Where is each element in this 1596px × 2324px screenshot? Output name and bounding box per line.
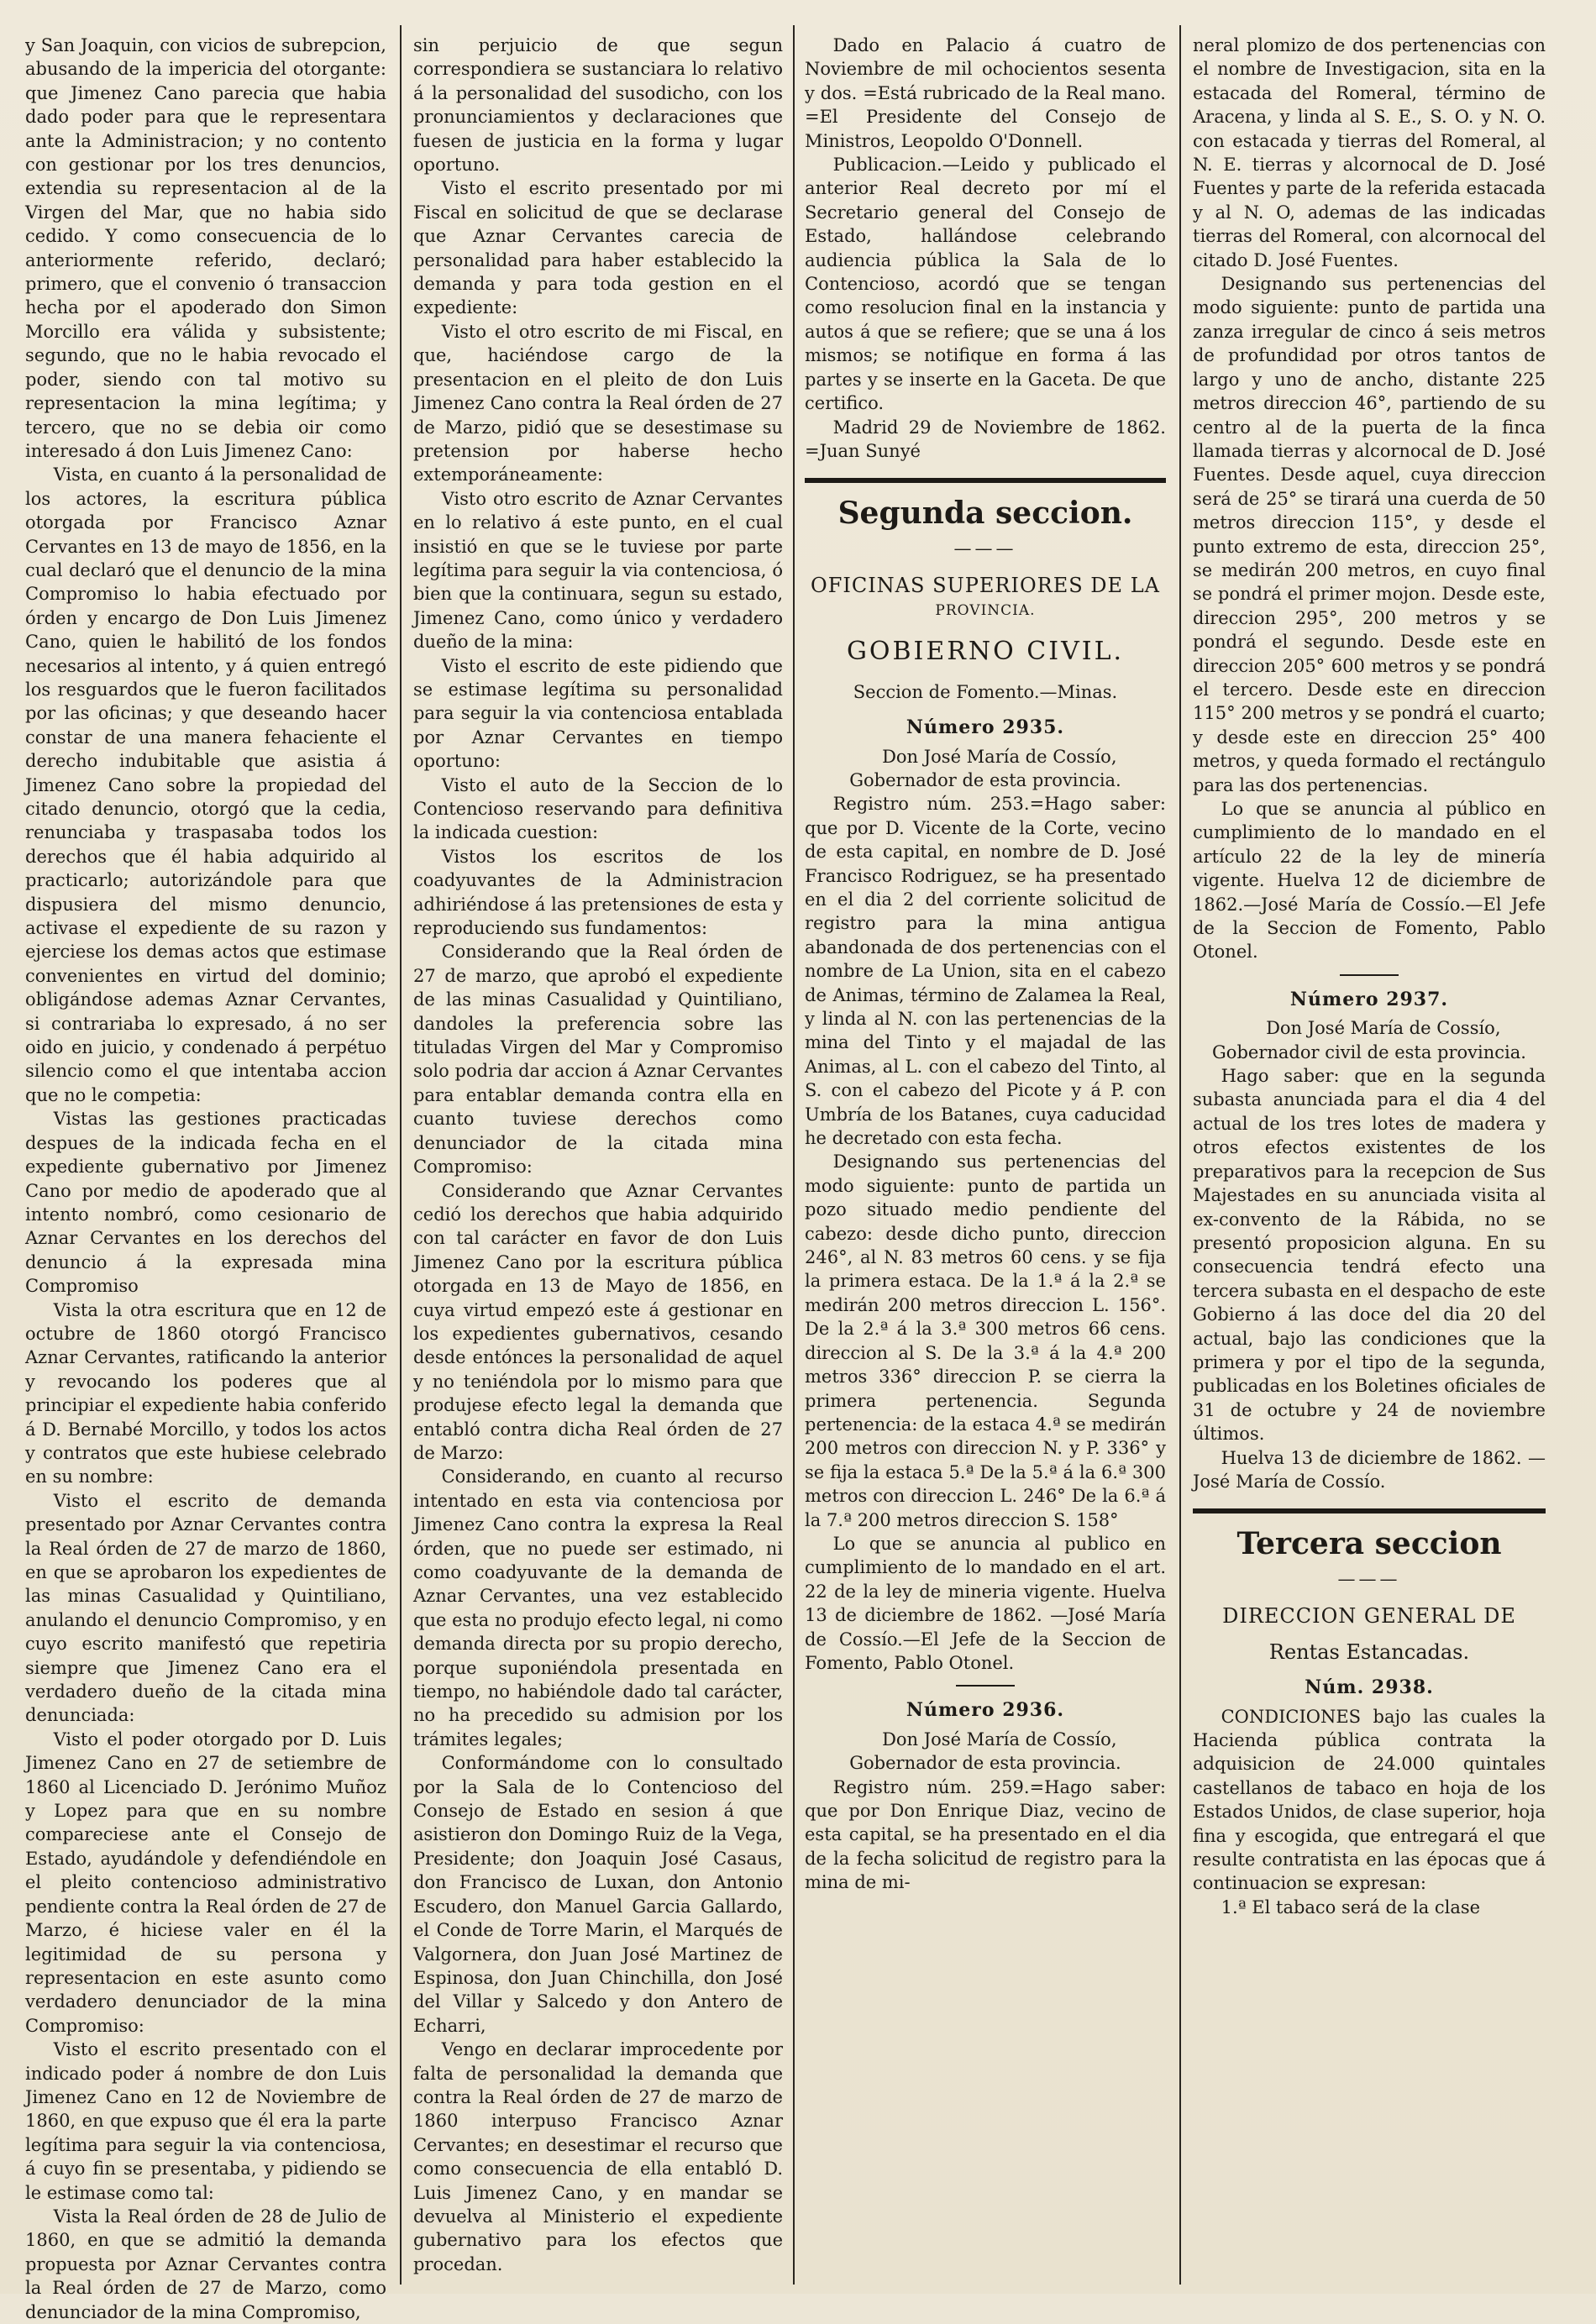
paragraph: Designando sus pertenencias del modo siguiente: punto de partida un pozo situado medio pendiente del cabezo: desde dicho punto, direccion 246°, al N. 83 metros 60 cens. y se fija la primera estaca. De la 1.ª á la 2.ª se medirán 200 metros direccion L. 156°. De la 2.ª á la 3.ª 300 metros 66 cens. direccion al S. De la 3.ª á la 4.ª 200 metros 336° direccion P. se cierra la primera pertenencia. Segunda pertenencia: de la estaca 4.ª se medirán 200 metros con direccion N. y P. 336° y se fija la estaca 5.ª De la 5.ª á la 6.ª 300 metros con direccion L. 246° De la 6.ª á la 7.ª 200 metros direccion S. 158° (805, 1152, 1166, 1530)
seccion-heading: Seccion de Fomento.—Minas. (853, 681, 1118, 702)
paragraph: Hago saber: que en la segunda subasta anunciada para el dia 4 del actual de los tres lotes de madera y otros efectos existentes de los preparativos para la recepcion de Sus Majestades en su anunciada visita al ex-convento de la Rábida, no se presentó proposicion alguna. En su consecuencia tendrá efecto una tercera subasta en el despacho de este Gobierno á las doce del dia 20 del actual, bajo las condiciones que la primera y por el tipo de la segunda, publicadas en los Boletines oficiales de 31 de octubre y 24 de noviembre últimos. (1193, 1066, 1546, 1445)
column-divider (400, 25, 402, 2285)
paragraph: sin perjuicio de que segun correspondiera se sustanciara lo relativo á la personalidad del susodicho, con los pronunciamientos y declaraciones que fuesen de justicia en la forma y lugar oportuno. (413, 35, 783, 176)
direccion-heading: DIRECCION GENERAL DE (1222, 1603, 1516, 1628)
paragraph: y San Joaquin, con vicios de subrepcion, abusando de la impericia del otorgante: que Jimenez Cano parecia que habia dado poder para que le representara ante la Administracion; y no contento con gestionar por los tres denuncios, extendia su representacion al de la Virgen del Mar, que no habia sido cedido. Y como consecuencia de lo anteriormente referido, declaró; primero, que el convenio ó transaccion hecha por el apoderado don Simon Morcillo era válida y subsistente; segundo, que no le habia revocado el poder, siendo con tal motivo su representacion la mina legítima; y tercero, que no se debia oir como interesado á don Luis Jimenez Cano: (25, 35, 386, 461)
paragraph: Visto el escrito presentado con el indicado poder á nombre de don Luis Jimenez Cano en 12 de Noviembre de 1860, en que expuso que él era la parte legítima para seguir la via contenciosa, á cuyo fin se presentaba, y pidiendo se le estimase como tal: (25, 2039, 386, 2203)
separator: ——— (1337, 1569, 1401, 1590)
paragraph: Visto el poder otorgado por D. Luis Jimenez Cano en 27 de setiembre de 1860 al Licenciado D. Jerónimo Muñoz y Lopez para que en su nombre compareciese ante el Consejo de Estado, ayudándole y defendiéndole en el pleito contencioso administrativo pendiente contra la Real órden de 27 de Marzo, é hiciese valer en él la legitimidad de su persona y representacion en este asunto como verdadero denunciador de la mina Compromiso: (25, 1729, 386, 2036)
notice-number: Núm. 2938. (1305, 1676, 1434, 1699)
paragraph: Visto el escrito de este pidiendo que se estimase legítima su personalidad para seguir la via contenciosa entablada por Aznar Cervantes en tiempo oportuno: (413, 655, 783, 772)
paragraph: Visto otro escrito de Aznar Cervantes en lo relativo á este punto, en el cual insistió en que se le tuviese por parte legítima para seguir la via contenciosa, ó bien que la continuara, segun su estado, Jimenez Cano, como único y verdadero dueño de la mina: (413, 488, 783, 653)
office-subtitle: PROVINCIA. (935, 601, 1036, 619)
notice-number: Número 2935. (906, 716, 1065, 739)
column-divider (1179, 25, 1181, 2285)
paragraph: Vista, en cuanto á la personalidad de los actores, la escritura pública otorgada por Francisco Aznar Cervantes en 13 de mayo de 1856, en la cual declaró que el denuncio de la mina Compromiso lo habia efectuado por órden y encargo de Don Luis Jimenez Cano, quien le habilitó de los fondos necesarios al intento, y á quien entregó los resguardos que le fueron facilitados por las oficinas; y que deseando hacer constar de una manera fehaciente el derecho indubitable que asistia á Jimenez Cano sobre la propiedad del citado denuncio, otorgó que la cedia, renunciaba y traspasaba todos los derechos que él habia adquirido al practicarlo; autorizándole para que dispusiera del mismo denuncio, activase el expediente de su razon y ejerciese los demas actos que estimase convenientes en virtud del dominio; obligándose ademas Aznar Cervantes, si contrariaba lo expresado, á no ser oido en juicio, y condenado á perpétuo silencio como el que intentaba accion que no le competia: (25, 464, 386, 1105)
office-heading (805, 573, 1166, 623)
notice-number: Número 2936. (906, 1699, 1065, 1722)
paragraph: Considerando, en cuanto al recurso intentado en esta via contenciosa por Jimenez Cano contra la expresa la Real órden, que no puede ser estimado, ni como coadyuvante de la demanda de Aznar Cervantes, una vez establecido que esta no produjo efecto legal, ni como demanda directa por su propio derecho, porque suponiéndola presentada en tiempo, no habiéndole dado tal carácter, no ha precedido su admision por los trámites legales; (413, 1466, 783, 1750)
paragraph: Vistas las gestiones practicadas despues de la indicada fecha en el expediente gubernativo por Jimenez Cano por medio de apoderado que al intento nombró, como cesionario de Aznar Cervantes en los derechos del denuncio á la expresada mina Compromiso (25, 1109, 386, 1297)
short-rule (1340, 974, 1399, 976)
paragraph: Visto el escrito de demanda presentado por Aznar Cervantes contra la Real órden de 27 de marzo de 1860, en que se aprobaron los expedientes de las minas Casualidad y Quintiliano, anulando el denuncio Compromiso, y en cuyo escrito manifestó que repetiria siempre que Jimenez Cano era el verdadero dueño de la citada mina denunciada: (25, 1490, 386, 1726)
short-rule (956, 1685, 1015, 1687)
rentas-heading: Rentas Estancadas. (1268, 1639, 1470, 1664)
paragraph: Dado en Palacio á cuatro de Noviembre de mil ochocientos sesenta y dos. =Está rubricado de la Real mano. =El Presidente del Consejo de Ministros, Leopoldo O'Donnell. (805, 35, 1166, 151)
section-title: Segunda seccion. (837, 496, 1133, 532)
column-3 (805, 34, 1166, 2285)
paragraph: Lo que se anuncia al publico en cumplimiento de lo mandado en el art. 22 de la ley de mineria vigente. Huelva 13 de diciembre de 1862. —José María de Cossío.—El Jefe de la Seccion de Fomento, Pablo Otonel. (805, 1533, 1166, 1673)
paragraph: Registro núm. 253.=Hago saber: que por D. Vicente de la Corte, vecino de esta capital, en nombre de D. José Francisco Rodriguez, se ha presentado en el dia 2 del corriente solicitud de registro para la mina antigua abandonada de dos pertenencias con el nombre de La Union, sita en el cabezo de Animas, término de Zalamea la Real, y linda al N. con las pertenencias de la mina del Tinto y el majadal de las Animas, al L. con el cabezo del Tinto, al S. con el cabezo del Picote y á P. con Umbría de los Batanes, cuya caducidad he decretado con esta fecha. (805, 794, 1166, 1149)
column-4 (1193, 34, 1546, 2285)
paragraph: 1.ª El tabaco será de la clase (1221, 1896, 1481, 1917)
paragraph: CONDICIONES bajo las cuales la Hacienda pública contrata la adquisicion de 24.000 quintales castellanos de tabaco en hoja de los Estados Unidos, de clase superior, hoja fina y escogida, que entregará el que resulte contratista en las épocas que á continuacion se expresan: (1193, 1706, 1546, 1894)
notice-number: Número 2937. (1289, 988, 1449, 1010)
paragraph: Visto el otro escrito de mi Fiscal, en que, haciéndose cargo de la presentacion en el pleito de don Luis Jimenez Cano contra la Real órden de 27 de Marzo, pidió que se desestimase su pretension por haberse hecho extemporáneamente: (413, 321, 783, 485)
paragraph: Visto el escrito presentado por mi Fiscal en solicitud de que se declarase que Aznar Cervantes carecia de personalidad para haber establecido la demanda y para toda gestion en el expediente: (413, 178, 783, 318)
section-rule (1193, 1508, 1546, 1513)
governor-line: Don José María de Cossío, Gobernador de esta provincia. (849, 746, 1121, 790)
column-divider (793, 25, 795, 2285)
governor-line: Don José María de Cossío, Gobernador de esta provincia. (849, 1729, 1121, 1774)
date-signature: Madrid 29 de Noviembre de 1862. =Juan Sunyé (805, 417, 1166, 461)
paragraph: neral plomizo de dos pertenencias con el nombre de Investigacion, sita en la estacada del Romeral, término de Aracena, y linda al S. E., S. O. y N. O. con estacada y tierras del Romeral, al N. E. tierras y alcornocal de D. José Fuentes y parte de la referida estacada y al N. O, ademas de las indicadas tierras del Romeral, con alcornocal del citado D. José Fuentes. (1193, 35, 1546, 270)
paragraph: Vengo en declarar improcedente por falta de personalidad la demanda que contra la Real órden de 27 de marzo de 1860 interpuso Francisco Aznar Cervantes; en desestimar el recurso que como consecuencia de ella entabló D. Luis Jimenez Cano, y en mandar se devuelva al Ministerio el expediente gubernativo para los efectos que procedan. (413, 2039, 783, 2274)
paragraph: Considerando que la Real órden de 27 de marzo, que aprobó el expediente de las minas Casualidad y Quintiliano, dandoles la preferencia sobre las tituladas Virgen del Mar y Compromiso solo podria dar accion á Aznar Cervantes para entablar demanda contra ella en cuanto tuviese derechos como denunciador de la citada mina Compromiso: (413, 942, 783, 1178)
paragraph: Designando sus pertenencias del modo siguiente: punto de partida una zanza irregular de cinco á seis metros de profundidad por otros tantos de largo y uno de ancho, distante 225 metros direccion 46°, partiendo de su centro al de la puerta de la finca llamada tierras y alcornocal de D. José Fuentes. Desde aquel, cuya direccion será de 25° se tirará una cuerda de 50 metros direccion 115°, y desde el punto extremo de esta, direccion 25°, se medirán 200 metros, en cuyo final se pondrá el primer mojon. Desde este, direccion 295°, 200 metros y se pondrá el segundo. Desde este en direccion 205° 600 metros y se pondrá el tercero. Desde este en direccion 115° 200 metros y se pondrá el cuarto; y desde este en direccion 25° 400 metros, y queda formado el rectángulo para las dos pertenencias. (1193, 274, 1546, 795)
section-rule (805, 478, 1166, 483)
paragraph: Visto el auto de la Seccion de lo Contencioso reservando para definitiva la indicada cuestion: (413, 774, 783, 843)
column-1 (25, 34, 386, 2322)
paragraph: Registro núm. 259.=Hago saber: que por Don Enrique Diaz, vecino de esta capital, se ha presentado en el dia de la fecha solicitud de registro para la mina de mi- (805, 1776, 1166, 1893)
section-title: Tercera seccion (1236, 1526, 1502, 1562)
office-title: OFICINAS SUPERIORES DE LA (811, 573, 1160, 597)
paragraph: Vistos los escritos de los coadyuvantes de la Administracion adhiriéndose á las pretensiones de esta y reproduciendo sus fundamentos: (413, 846, 783, 939)
paragraph: Vista la otra escritura que en 12 de octubre de 1860 otorgó Francisco Aznar Cervantes, ratificando la anterior y revocando los poderes que al principiar el expediente habia conferido á D. Bernabé Morcillo, y todos los actos y contratos que este hubiese celebrado en su nombre: (25, 1299, 386, 1487)
paragraph: Lo que se anuncia al público en cumplimiento de lo mandado en el artículo 22 de la ley de minería vigente. Huelva 12 de diciembre de 1862.—José María de Cossío.—El Jefe de la Seccion de Fomento, Pablo Otonel. (1193, 799, 1546, 963)
paragraph: Conformándome con lo consultado por la Sala de lo Contencioso del Consejo de Estado en sesion á que asistieron don Domingo Ruiz de la Vega, Presidente; don Joaquin José Casaus, don Francisco de Luxan, don Antonio Escudero, don Manuel Garcia Gallardo, el Conde de Torre Marin, el Marqués de Valgornera, don Juan José Martinez de Espinosa, don Juan Chinchilla, don José del Villar y Salcedo y don Antero de Echarri, (413, 1753, 783, 2036)
column-2 (413, 34, 783, 2285)
paragraph: Publicacion.—Leido y publicado el anterior Real decreto por mí el Secretario general del Consejo de Estado, hallándose celebrando audiencia pública la Sala de lo Contencioso, acordó que se tengan como resolucion final en la instancia y autos á que se refiere; que se una á los mismos; se notifique en forma á las partes y se inserte en la Gaceta. De que certifico. (805, 155, 1166, 414)
paragraph: Considerando que Aznar Cervantes cedió los derechos que habia adquirido con tal carácter en favor de don Luis Jimenez Cano por la escritura pública otorgada en 13 de Mayo de 1856, en cuya virtud empezó este á gestionar en los expedientes gubernativos, cesando desde entónces la personalidad de aquel y no teniéndola por lo mismo para que produjese efecto legal la demanda que entabló contra dicha Real órden de 27 de Marzo: (413, 1180, 783, 1463)
governor-line: Don José María de Cossío, Gobernador civil de esta provincia. (1212, 1018, 1526, 1062)
paragraph: Vista la Real órden de 28 de Julio de 1860, en que se admitió la demanda propuesta por Aznar Cervantes contra la Real órden de 27 de Marzo, como denunciador de la mina Compromiso, (25, 2206, 386, 2322)
gobierno-heading: GOBIERNO CIVIL. (846, 636, 1125, 666)
separator: ——— (953, 538, 1017, 559)
date-signature: Huelva 13 de diciembre de 1862. —José María de Cossío. (1193, 1447, 1546, 1492)
